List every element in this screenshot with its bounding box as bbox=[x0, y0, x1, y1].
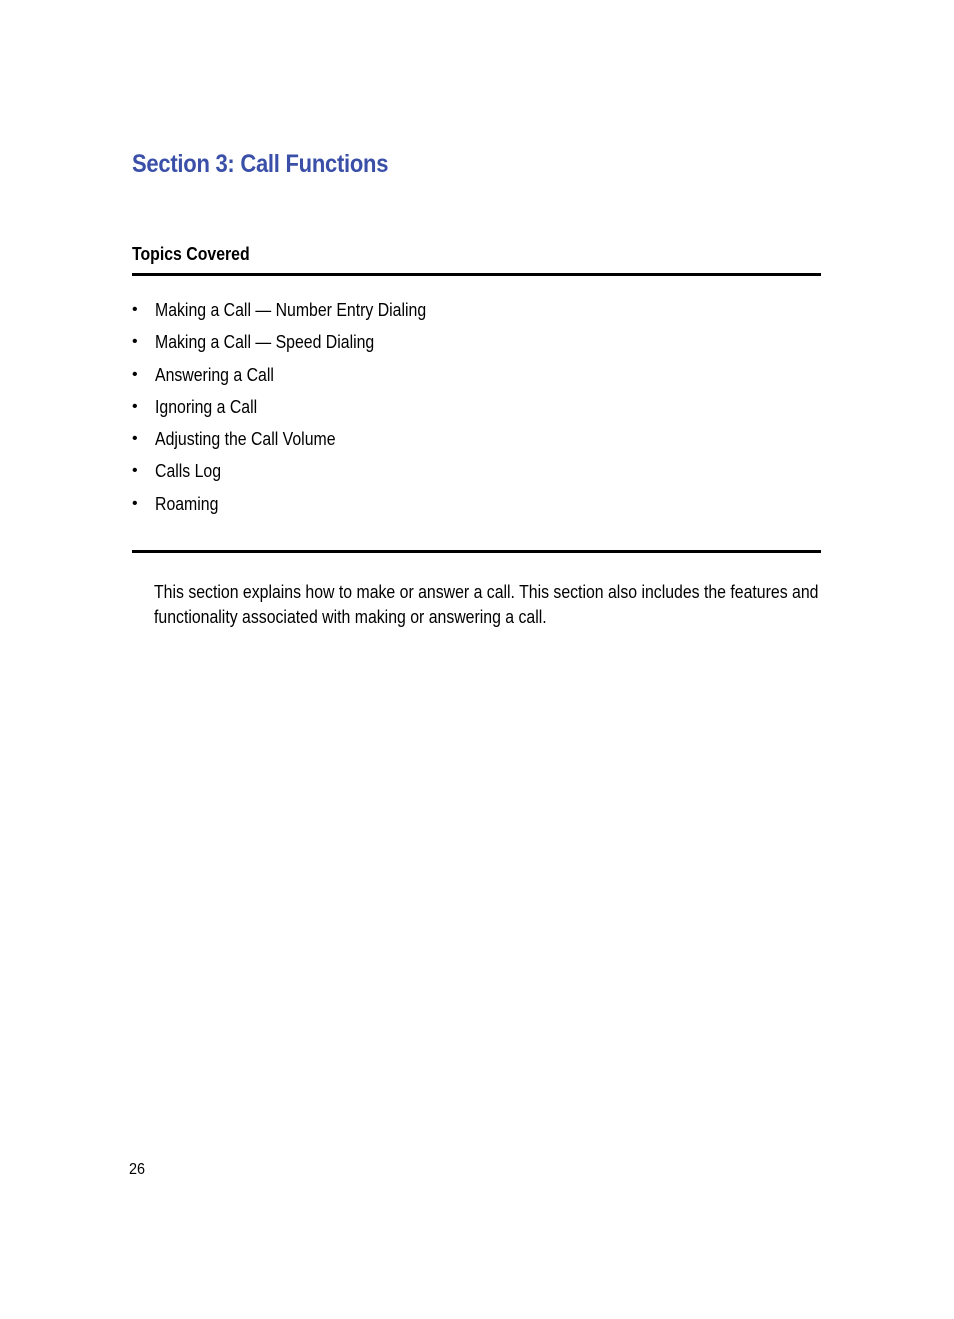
bullet-icon: • bbox=[132, 397, 138, 415]
topics-heading: Topics Covered bbox=[132, 244, 250, 264]
topic-label: Making a Call — Number Entry Dialing bbox=[155, 300, 427, 320]
intro-paragraph: This section explains how to make or answer a call. This section also includes the features and functionality associated with making or answering a call. bbox=[154, 582, 819, 627]
bullet-icon: • bbox=[132, 462, 138, 480]
section-title: Section 3: Call Functions bbox=[132, 150, 389, 178]
topics-top-rule bbox=[132, 273, 821, 276]
page-number: 26 bbox=[129, 1161, 146, 1178]
topic-label: Roaming bbox=[155, 493, 219, 514]
bullet-icon: • bbox=[132, 494, 138, 512]
bullet-icon: • bbox=[132, 301, 138, 318]
topic-label: Ignoring a Call bbox=[155, 396, 258, 417]
topic-label: Answering a Call bbox=[155, 364, 274, 385]
bullet-icon: • bbox=[132, 333, 138, 351]
bullet-icon: • bbox=[132, 430, 138, 448]
topic-label: Calls Log bbox=[155, 461, 222, 482]
topic-label: Making a Call — Speed Dialing bbox=[155, 332, 375, 353]
topics-bottom-rule bbox=[132, 550, 821, 553]
topic-label: Adjusting the Call Volume bbox=[155, 429, 336, 450]
bullet-icon: • bbox=[132, 365, 138, 383]
